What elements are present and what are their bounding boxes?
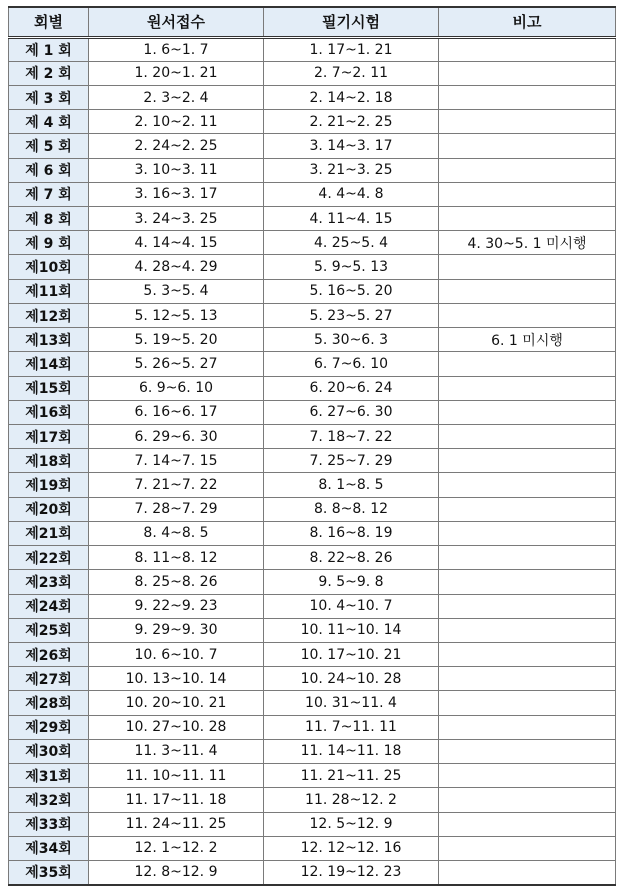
round-cell: 제 4 회 (9, 110, 89, 134)
round-cell: 제 2 회 (9, 61, 89, 85)
round-cell: 제31회 (9, 764, 89, 788)
table-row (9, 231, 616, 255)
note-cell (439, 691, 616, 715)
application-period-cell: 9. 29~9. 30 (89, 618, 264, 642)
written-exam-period-cell: 10. 11~10. 14 (264, 618, 439, 642)
round-cell: 제17회 (9, 425, 89, 449)
note-cell (439, 207, 616, 231)
table-row (9, 376, 616, 400)
table-row (9, 400, 616, 424)
exam-schedule-table (8, 6, 616, 886)
written-exam-period-cell: 8. 8~8. 12 (264, 497, 439, 521)
application-period-cell: 9. 22~9. 23 (89, 594, 264, 618)
table-row (9, 788, 616, 812)
written-exam-period-cell: 12. 12~12. 16 (264, 836, 439, 860)
table-row (9, 328, 616, 352)
written-exam-period-cell: 5. 9~5. 13 (264, 255, 439, 279)
note-cell (439, 449, 616, 473)
application-period-cell: 7. 21~7. 22 (89, 473, 264, 497)
application-period-cell: 11. 17~11. 18 (89, 788, 264, 812)
written-exam-period-cell: 11. 7~11. 11 (264, 715, 439, 739)
table-row (9, 37, 616, 61)
note-cell (439, 570, 616, 594)
note-cell (439, 182, 616, 206)
application-period-cell: 4. 28~4. 29 (89, 255, 264, 279)
table-row (9, 715, 616, 739)
written-exam-period-cell: 11. 28~12. 2 (264, 788, 439, 812)
round-cell: 제24회 (9, 594, 89, 618)
table-row (9, 158, 616, 182)
note-cell (439, 376, 616, 400)
round-cell: 제18회 (9, 449, 89, 473)
table-row (9, 618, 616, 642)
table-row (9, 85, 616, 109)
round-cell: 제25회 (9, 618, 89, 642)
round-cell: 제16회 (9, 400, 89, 424)
table-row (9, 691, 616, 715)
round-cell: 제14회 (9, 352, 89, 376)
header-application: 원서접수 (89, 7, 264, 37)
note-cell (439, 812, 616, 836)
header-written-exam: 필기시험 (264, 7, 439, 37)
table-row (9, 667, 616, 691)
table-row (9, 473, 616, 497)
table-row (9, 279, 616, 303)
round-cell: 제 9 회 (9, 231, 89, 255)
written-exam-period-cell: 10. 24~10. 28 (264, 667, 439, 691)
written-exam-period-cell: 11. 21~11. 25 (264, 764, 439, 788)
note-cell (439, 860, 616, 884)
note-cell (439, 836, 616, 860)
application-period-cell: 2. 3~2. 4 (89, 85, 264, 109)
written-exam-period-cell: 8. 16~8. 19 (264, 521, 439, 545)
note-cell (439, 303, 616, 327)
application-period-cell: 11. 10~11. 11 (89, 764, 264, 788)
written-exam-period-cell: 6. 7~6. 10 (264, 352, 439, 376)
header-row (9, 7, 616, 37)
written-exam-period-cell: 4. 4~4. 8 (264, 182, 439, 206)
application-period-cell: 6. 9~6. 10 (89, 376, 264, 400)
note-cell (439, 61, 616, 85)
written-exam-period-cell: 2. 21~2. 25 (264, 110, 439, 134)
round-cell: 제11회 (9, 279, 89, 303)
table-row (9, 449, 616, 473)
header-round: 회별 (9, 7, 89, 37)
round-cell: 제 7 회 (9, 182, 89, 206)
table-row (9, 812, 616, 836)
round-cell: 제21회 (9, 521, 89, 545)
application-period-cell: 5. 26~5. 27 (89, 352, 264, 376)
note-cell (439, 110, 616, 134)
note-cell (439, 642, 616, 666)
schedule-table-container (8, 6, 616, 886)
note-cell (439, 473, 616, 497)
written-exam-period-cell: 10. 31~11. 4 (264, 691, 439, 715)
written-exam-period-cell: 10. 17~10. 21 (264, 642, 439, 666)
table-row (9, 134, 616, 158)
note-cell (439, 667, 616, 691)
round-cell: 제 3 회 (9, 85, 89, 109)
note-cell (439, 594, 616, 618)
note-cell (439, 497, 616, 521)
application-period-cell: 1. 20~1. 21 (89, 61, 264, 85)
round-cell: 제27회 (9, 667, 89, 691)
note-cell (439, 425, 616, 449)
round-cell: 제35회 (9, 860, 89, 884)
application-period-cell: 3. 16~3. 17 (89, 182, 264, 206)
written-exam-period-cell: 2. 14~2. 18 (264, 85, 439, 109)
application-period-cell: 3. 24~3. 25 (89, 207, 264, 231)
application-period-cell: 6. 16~6. 17 (89, 400, 264, 424)
table-row (9, 255, 616, 279)
application-period-cell: 10. 6~10. 7 (89, 642, 264, 666)
application-period-cell: 7. 14~7. 15 (89, 449, 264, 473)
note-cell: 6. 1 미시행 (439, 328, 616, 352)
note-cell (439, 134, 616, 158)
application-period-cell: 10. 13~10. 14 (89, 667, 264, 691)
table-row (9, 836, 616, 860)
round-cell: 제12회 (9, 303, 89, 327)
written-exam-period-cell: 5. 30~6. 3 (264, 328, 439, 352)
application-period-cell: 2. 10~2. 11 (89, 110, 264, 134)
round-cell: 제 6 회 (9, 158, 89, 182)
application-period-cell: 5. 19~5. 20 (89, 328, 264, 352)
written-exam-period-cell: 9. 5~9. 8 (264, 570, 439, 594)
round-cell: 제 1 회 (9, 37, 89, 61)
table-row (9, 425, 616, 449)
note-cell (439, 788, 616, 812)
table-row (9, 546, 616, 570)
note-cell (439, 715, 616, 739)
round-cell: 제28회 (9, 691, 89, 715)
application-period-cell: 7. 28~7. 29 (89, 497, 264, 521)
application-period-cell: 11. 24~11. 25 (89, 812, 264, 836)
written-exam-period-cell: 12. 5~12. 9 (264, 812, 439, 836)
written-exam-period-cell: 6. 20~6. 24 (264, 376, 439, 400)
note-cell (439, 158, 616, 182)
application-period-cell: 2. 24~2. 25 (89, 134, 264, 158)
written-exam-period-cell: 7. 18~7. 22 (264, 425, 439, 449)
table-row (9, 764, 616, 788)
table-header (9, 7, 616, 37)
table-row (9, 303, 616, 327)
note-cell (439, 618, 616, 642)
note-cell (439, 85, 616, 109)
application-period-cell: 10. 20~10. 21 (89, 691, 264, 715)
written-exam-period-cell: 8. 1~8. 5 (264, 473, 439, 497)
round-cell: 제32회 (9, 788, 89, 812)
written-exam-period-cell: 10. 4~10. 7 (264, 594, 439, 618)
note-cell (439, 352, 616, 376)
round-cell: 제34회 (9, 836, 89, 860)
table-row (9, 739, 616, 763)
written-exam-period-cell: 3. 14~3. 17 (264, 134, 439, 158)
written-exam-period-cell: 5. 16~5. 20 (264, 279, 439, 303)
application-period-cell: 12. 1~12. 2 (89, 836, 264, 860)
header-note: 비고 (439, 7, 616, 37)
table-row (9, 642, 616, 666)
round-cell: 제 5 회 (9, 134, 89, 158)
table-row (9, 521, 616, 545)
application-period-cell: 10. 27~10. 28 (89, 715, 264, 739)
written-exam-period-cell: 12. 19~12. 23 (264, 860, 439, 884)
written-exam-period-cell: 8. 22~8. 26 (264, 546, 439, 570)
note-cell (439, 521, 616, 545)
round-cell: 제10회 (9, 255, 89, 279)
note-cell (439, 279, 616, 303)
note-cell (439, 739, 616, 763)
application-period-cell: 8. 11~8. 12 (89, 546, 264, 570)
note-cell (439, 400, 616, 424)
round-cell: 제26회 (9, 642, 89, 666)
round-cell: 제22회 (9, 546, 89, 570)
written-exam-period-cell: 11. 14~11. 18 (264, 739, 439, 763)
application-period-cell: 5. 3~5. 4 (89, 279, 264, 303)
round-cell: 제19회 (9, 473, 89, 497)
round-cell: 제15회 (9, 376, 89, 400)
application-period-cell: 8. 4~8. 5 (89, 521, 264, 545)
table-body (9, 37, 616, 885)
round-cell: 제13회 (9, 328, 89, 352)
round-cell: 제29회 (9, 715, 89, 739)
round-cell: 제23회 (9, 570, 89, 594)
application-period-cell: 12. 8~12. 9 (89, 860, 264, 884)
table-row (9, 497, 616, 521)
table-row (9, 352, 616, 376)
table-row (9, 182, 616, 206)
table-row (9, 207, 616, 231)
written-exam-period-cell: 7. 25~7. 29 (264, 449, 439, 473)
written-exam-period-cell: 1. 17~1. 21 (264, 37, 439, 61)
application-period-cell: 8. 25~8. 26 (89, 570, 264, 594)
application-period-cell: 4. 14~4. 15 (89, 231, 264, 255)
written-exam-period-cell: 4. 25~5. 4 (264, 231, 439, 255)
note-cell (439, 764, 616, 788)
written-exam-period-cell: 6. 27~6. 30 (264, 400, 439, 424)
note-cell (439, 546, 616, 570)
application-period-cell: 1. 6~1. 7 (89, 37, 264, 61)
application-period-cell: 11. 3~11. 4 (89, 739, 264, 763)
application-period-cell: 5. 12~5. 13 (89, 303, 264, 327)
application-period-cell: 3. 10~3. 11 (89, 158, 264, 182)
written-exam-period-cell: 4. 11~4. 15 (264, 207, 439, 231)
table-row (9, 570, 616, 594)
note-cell (439, 255, 616, 279)
round-cell: 제 8 회 (9, 207, 89, 231)
round-cell: 제33회 (9, 812, 89, 836)
written-exam-period-cell: 3. 21~3. 25 (264, 158, 439, 182)
table-row (9, 594, 616, 618)
table-row (9, 61, 616, 85)
table-row (9, 110, 616, 134)
written-exam-period-cell: 5. 23~5. 27 (264, 303, 439, 327)
written-exam-period-cell: 2. 7~2. 11 (264, 61, 439, 85)
round-cell: 제30회 (9, 739, 89, 763)
note-cell: 4. 30~5. 1 미시행 (439, 231, 616, 255)
application-period-cell: 6. 29~6. 30 (89, 425, 264, 449)
table-row (9, 860, 616, 884)
note-cell (439, 37, 616, 61)
round-cell: 제20회 (9, 497, 89, 521)
